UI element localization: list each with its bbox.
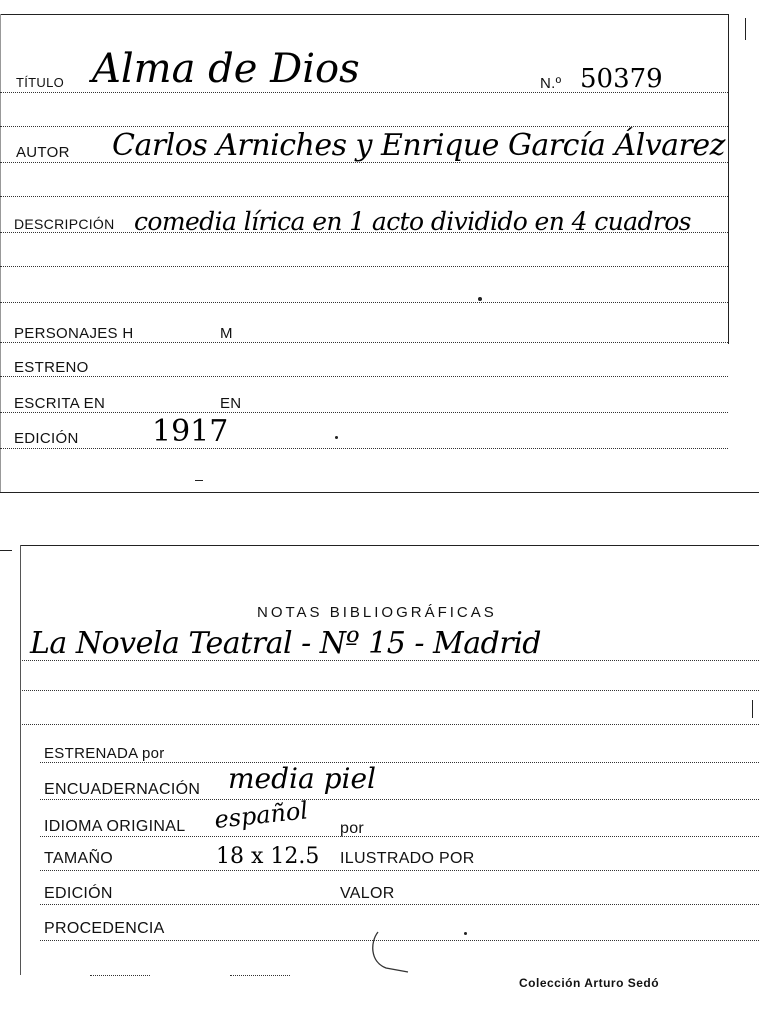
card-left-edge	[0, 14, 1, 492]
idioma-label: IDIOMA ORIGINAL	[44, 818, 186, 835]
dash-mark	[195, 480, 203, 481]
notas-value: La Novela Teatral - Nº 15 - Madrid	[30, 626, 542, 661]
numero-value: 50379	[580, 64, 663, 94]
escrita-en-label: EN	[220, 395, 242, 412]
tamano-line	[40, 870, 759, 871]
personajes-m-label: M	[220, 325, 233, 342]
encuadernacion-line	[40, 799, 759, 800]
idioma-line	[40, 836, 759, 837]
blank-line-3	[0, 266, 728, 267]
edicion-value: 1917	[152, 414, 229, 449]
edicion-label: EDICIÓN	[14, 430, 79, 447]
catalog-card-back	[0, 540, 759, 1028]
idioma-value: español	[213, 796, 310, 834]
blank-line-4	[0, 302, 728, 303]
tamano-label: TAMAÑO	[44, 850, 114, 867]
encuadernacion-label: ENCUADERNACIÓN	[44, 781, 201, 798]
card-corner-mark	[0, 550, 12, 551]
tamano-value: 18 x 12.5	[216, 844, 320, 869]
card-right-mark	[752, 700, 753, 718]
notas-heading: NOTAS BIBLIOGRÁFICAS	[257, 604, 497, 621]
blank-line-2	[22, 724, 759, 725]
card-top-edge	[20, 545, 759, 546]
card-top-edge	[0, 14, 728, 15]
personajes-line	[0, 342, 728, 343]
blank-line-1	[22, 690, 759, 691]
procedencia-label: PROCEDENCIA	[44, 920, 165, 937]
idioma-por-label: por	[340, 820, 365, 837]
speck	[335, 436, 338, 439]
personajes-label: PERSONAJES H	[14, 325, 134, 342]
card-right-edge	[728, 14, 729, 344]
speck	[464, 932, 467, 935]
estrenada-label: ESTRENADA por	[44, 745, 165, 762]
bottom-dash	[90, 975, 150, 976]
escrita-label: ESCRITA EN	[14, 395, 106, 412]
numero-label: N.º	[540, 75, 562, 92]
titulo-value: Alma de Dios	[92, 46, 360, 92]
descripcion-line	[0, 232, 728, 233]
titulo-label: TÍTULO	[16, 75, 65, 90]
bottom-dash	[230, 975, 290, 976]
descripcion-value: comedia lírica en 1 acto dividido en 4 cuadros	[134, 207, 691, 236]
ilustrado-label: ILUSTRADO POR	[340, 850, 475, 867]
descripcion-label: DESCRIPCIÓN	[14, 216, 115, 232]
card-bottom-edge	[0, 492, 759, 493]
notas-line	[22, 660, 759, 661]
blank-line-2	[0, 196, 728, 197]
autor-line	[0, 162, 728, 163]
card-left-edge	[20, 545, 21, 975]
estrenada-line	[40, 762, 759, 763]
edicion2-line	[40, 904, 759, 905]
estreno-line	[0, 376, 728, 377]
card-right-mark	[745, 18, 746, 40]
blank-line-1	[0, 126, 728, 127]
coleccion-stamp: Colección Arturo Sedó	[519, 976, 660, 990]
estreno-label: ESTRENO	[14, 359, 89, 376]
encuadernacion-value: media piel	[228, 762, 376, 795]
escrita-line	[0, 412, 728, 413]
edicion2-label: EDICIÓN	[44, 885, 113, 902]
speck	[478, 297, 482, 301]
valor-label: VALOR	[340, 885, 395, 902]
autor-label: AUTOR	[16, 144, 70, 161]
titulo-line	[0, 92, 728, 93]
catalog-card-front	[0, 0, 759, 500]
autor-value: Carlos Arniches y Enrique García Álvarez	[112, 128, 725, 163]
edicion-line	[0, 448, 728, 449]
pencil-mark	[364, 928, 414, 976]
